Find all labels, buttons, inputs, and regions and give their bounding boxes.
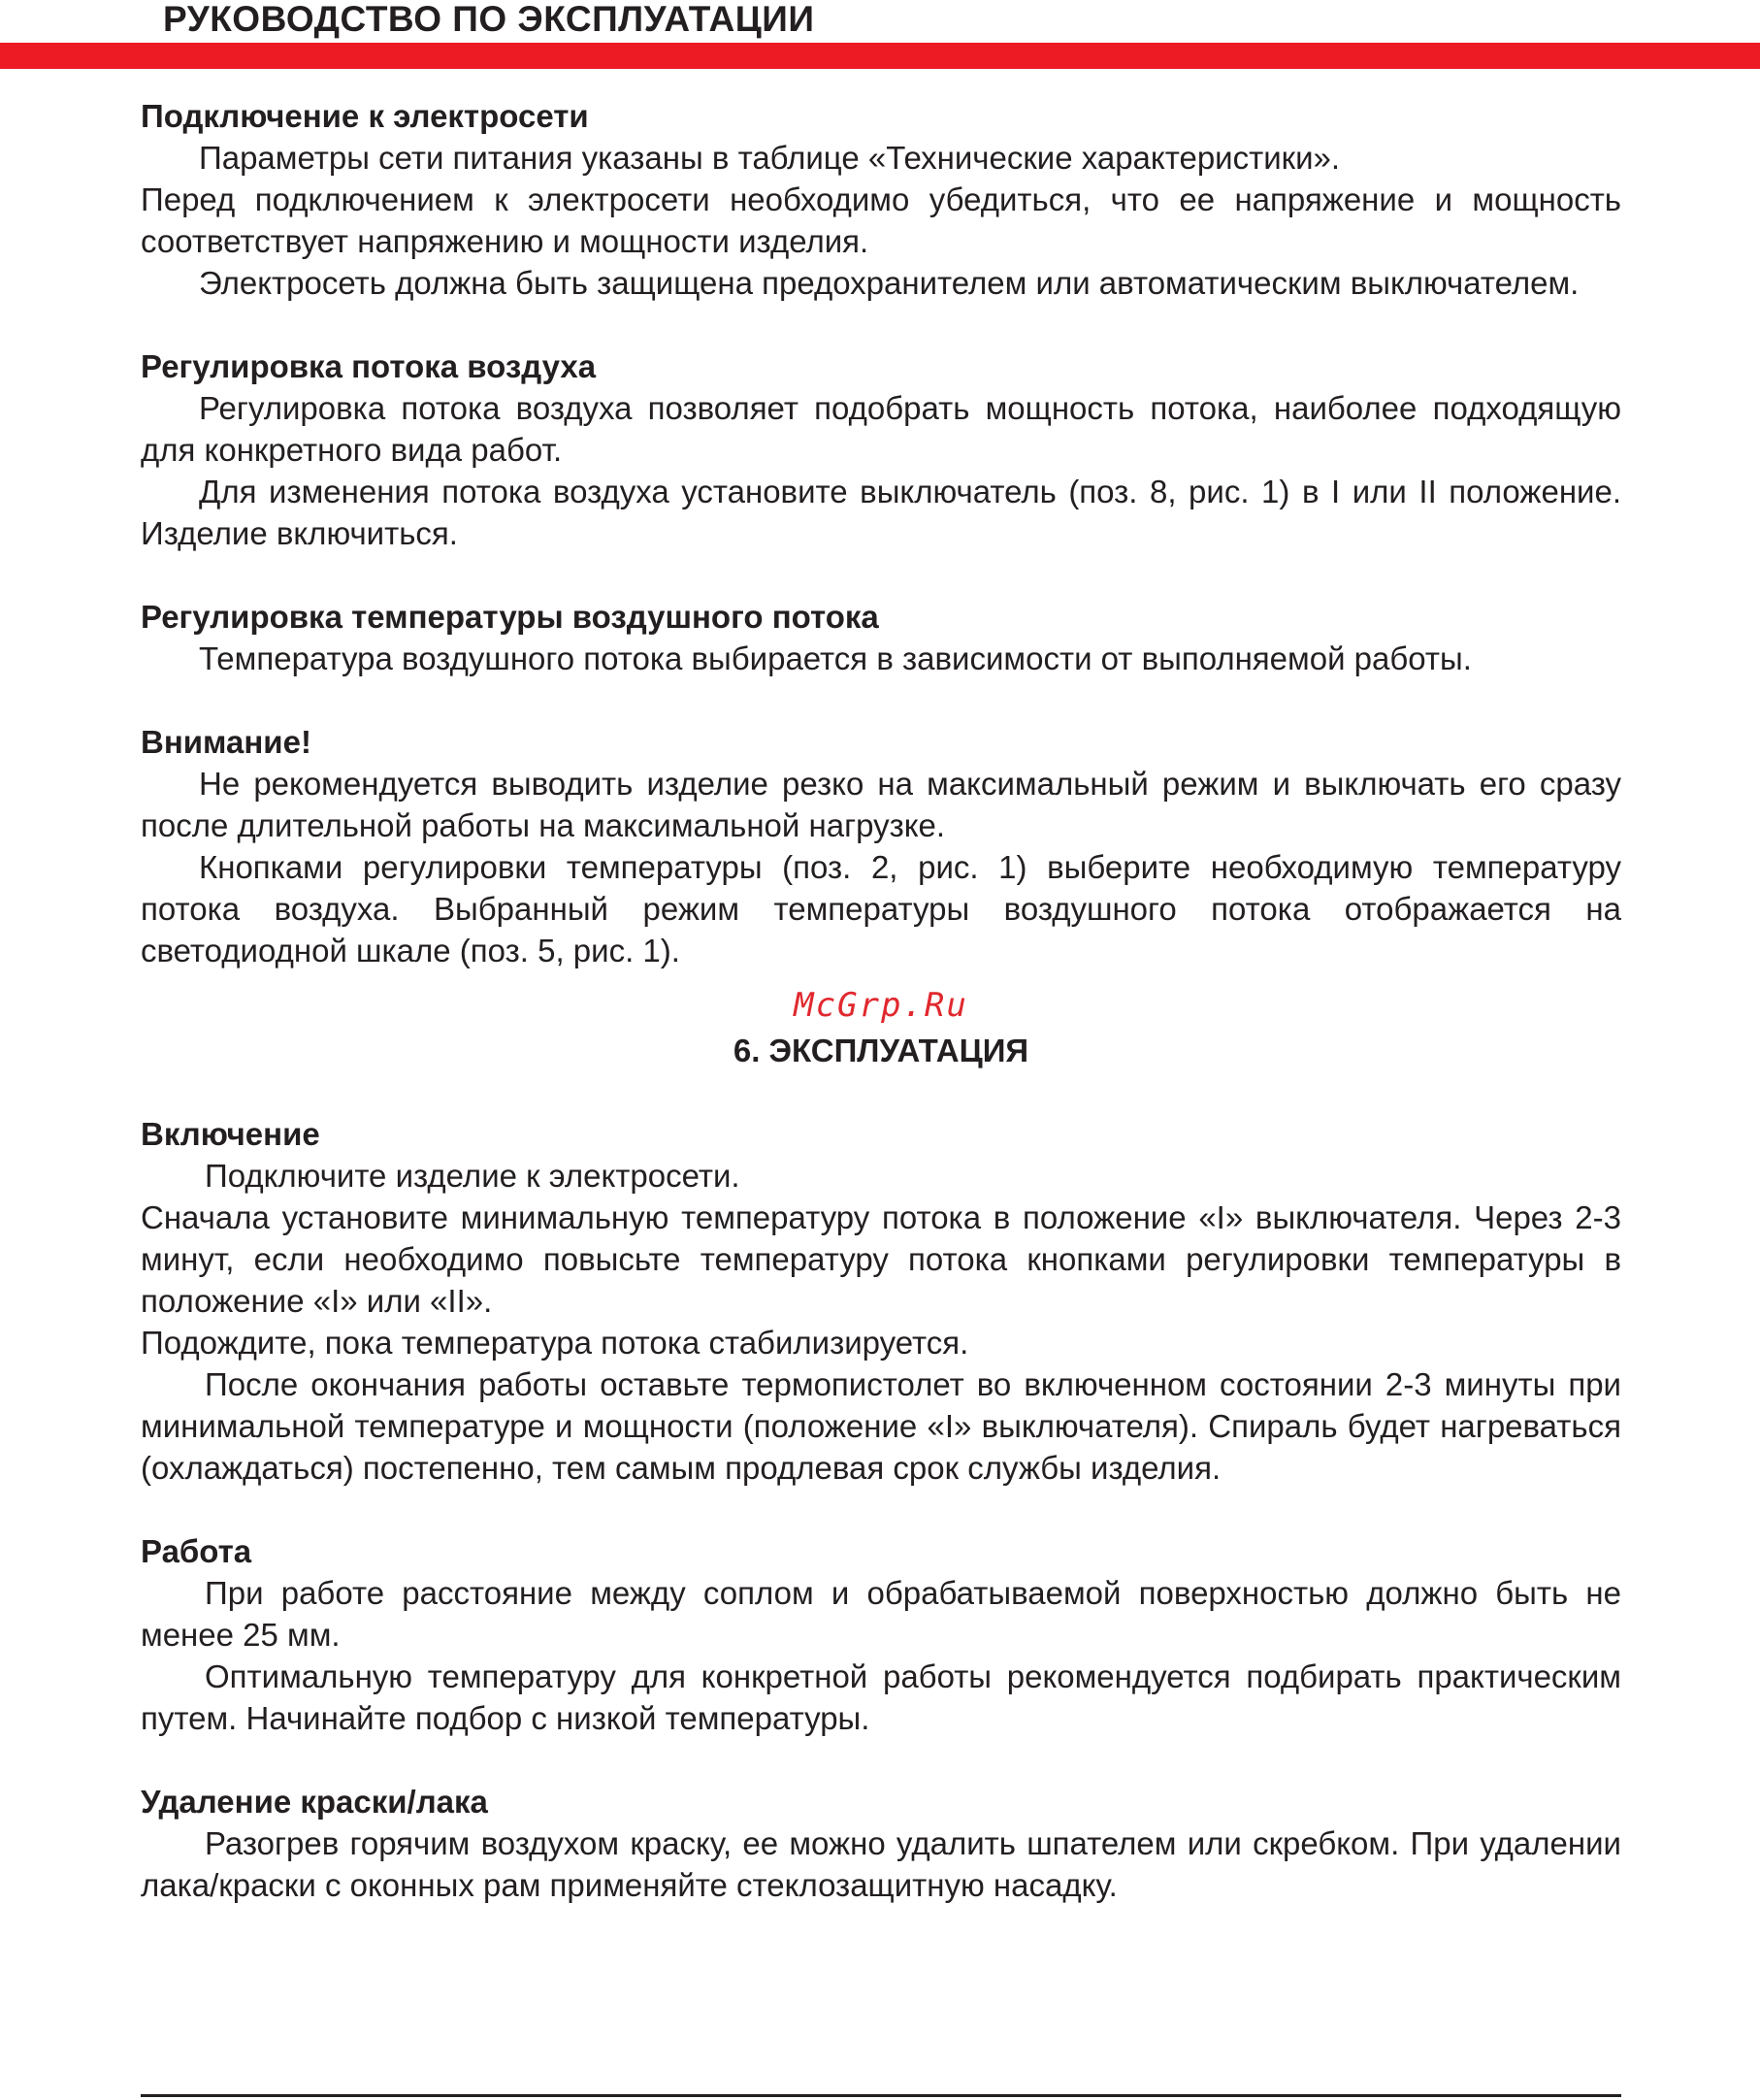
paragraph: Для изменения потока воздуха установите выключатель (поз. 8, рис. 1) в I или II положение. Изделие включиться.	[141, 474, 1621, 551]
watermark-text: McGrp.Ru	[794, 986, 968, 1025]
paragraph: Электросеть должна быть защищена предохранителем или автоматическим выключателем.	[199, 265, 1580, 301]
chapter-title: 6. ЭКСПЛУАТАЦИЯ	[733, 1033, 1029, 1068]
section-heading-warning: Внимание!	[141, 724, 311, 760]
page-header-title: РУКОВОДСТВО ПО ЭКСПЛУАТАЦИИ	[163, 0, 815, 39]
paragraph: Оптимальную температуру для конкретной работы рекомендуется подбирать практическим путем. Начинайте подбор с низкой температуры.	[141, 1658, 1621, 1736]
paragraph: Подождите, пока температура потока стабилизируется.	[141, 1325, 969, 1361]
paragraph: Кнопками регулировки температуры (поз. 2, рис. 1) выберите необходимую температуру потока воздуха. Выбранный режим температуры воздушного потока отображается на светодиодной шкале (поз. 5, рис. 1).	[141, 849, 1621, 968]
paragraph: Параметры сети питания указаны в таблице «Технические характеристики».	[199, 140, 1341, 176]
paragraph: Подключите изделие к электросети.	[205, 1158, 740, 1194]
section-heading-power: Подключение к электросети	[141, 98, 589, 134]
section-heading-temperature: Регулировка температуры воздушного потока	[141, 599, 879, 635]
document-body	[141, 95, 1621, 1906]
section-heading-paint-removal: Удаление краски/лака	[141, 1784, 488, 1820]
paragraph: Регулировка потока воздуха позволяет подобрать мощность потока, наиболее подходящую для конкретного вида работ.	[141, 390, 1621, 468]
paragraph: Разогрев горячим воздухом краску, ее можно удалить шпателем или скребком. При удалении лака/краски с оконных рам применяйте стеклозащитную насадку.	[141, 1825, 1621, 1903]
paragraph: Температура воздушного потока выбирается в зависимости от выполняемой работы.	[199, 640, 1472, 676]
paragraph: После окончания работы оставьте термопистолет во включенном состоянии 2-3 минуты при минимальной температуре и мощности (положение «I» выключателя). Спираль будет нагреваться (охлаждаться) постепенно, тем самым продлевая срок службы изделия.	[141, 1366, 1621, 1486]
header-red-bar	[0, 43, 1760, 69]
section-heading-switch-on: Включение	[141, 1116, 320, 1152]
paragraph: Перед подключением к электросети необходимо убедиться, что ее напряжение и мощность соответствует напряжению и мощности изделия.	[141, 181, 1621, 259]
paragraph: При работе расстояние между соплом и обрабатываемой поверхностью должно быть не менее 25 мм.	[141, 1575, 1621, 1653]
bottom-divider	[141, 2094, 1621, 2097]
section-heading-work: Работа	[141, 1533, 252, 1569]
paragraph: Сначала установите минимальную температуру потока в положение «I» выключателя. Через 2-3 минут, если необходимо повысьте температуру потока кнопками регулировки температуры в положение «I» или «II».	[141, 1199, 1621, 1319]
section-heading-airflow: Регулировка потока воздуха	[141, 348, 597, 384]
paragraph: Не рекомендуется выводить изделие резко на максимальный режим и выключать его сразу после длительной работы на максимальной нагрузке.	[141, 766, 1621, 843]
